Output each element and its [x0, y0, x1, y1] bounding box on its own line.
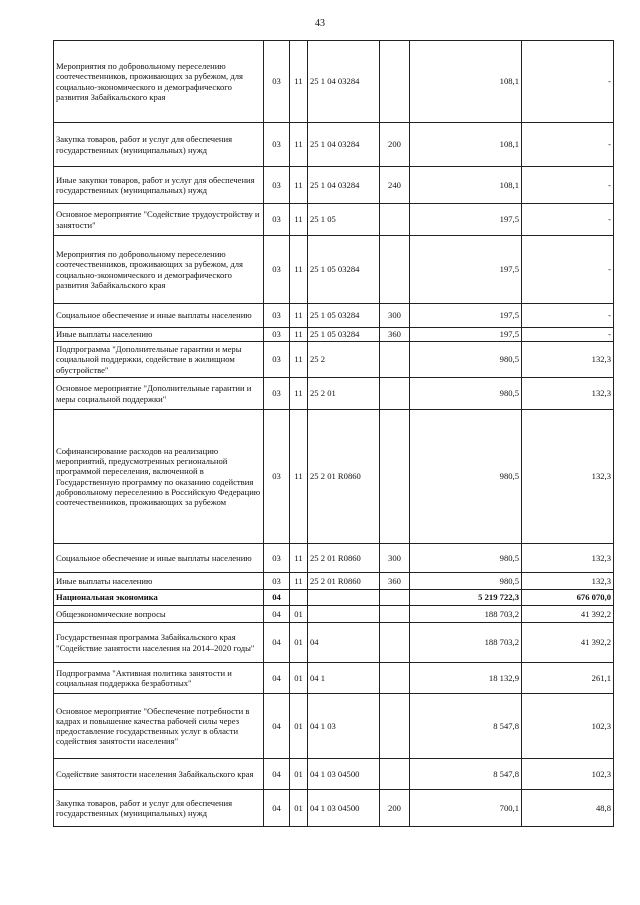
cell-name: Мероприятия по добровольному переселению соотечественников, проживающих за рубежом, для социально-экономического и демографического развития Забайкальского края	[54, 41, 264, 123]
cell-amount: 980,5	[410, 378, 522, 410]
cell-amount: 108,1	[410, 123, 522, 167]
cell-subsection: 11	[290, 167, 308, 204]
cell-amount-secondary: 102,3	[522, 694, 614, 759]
cell-subsection: 11	[290, 573, 308, 590]
cell-amount: 980,5	[410, 573, 522, 590]
cell-subsection: 11	[290, 544, 308, 573]
cell-amount: 108,1	[410, 41, 522, 123]
cell-amount-secondary: 132,3	[522, 342, 614, 378]
cell-section: 03	[264, 544, 290, 573]
cell-name: Иные выплаты населению	[54, 573, 264, 590]
cell-target-article: 25 1 04 03284	[308, 41, 380, 123]
cell-amount-secondary: 132,3	[522, 544, 614, 573]
table-row	[54, 328, 614, 342]
cell-amount: 197,5	[410, 328, 522, 342]
table-row	[54, 236, 614, 304]
table-row	[54, 167, 614, 204]
cell-amount: 5 219 722,3	[410, 590, 522, 606]
cell-name: Основное мероприятие "Обеспечение потребности в кадрах и повышение качества рабочей силы через предоставление государственных услуг в области содействия занятости населения"	[54, 694, 264, 759]
cell-section: 03	[264, 204, 290, 236]
cell-subsection	[290, 590, 308, 606]
cell-name: Основное мероприятие "Содействие трудоустройству и занятости"	[54, 204, 264, 236]
cell-section: 04	[264, 790, 290, 827]
cell-amount: 108,1	[410, 167, 522, 204]
cell-amount-secondary: -	[522, 204, 614, 236]
cell-section: 03	[264, 41, 290, 123]
cell-target-article: 25 2 01 R0860	[308, 544, 380, 573]
cell-target-article	[308, 606, 380, 623]
cell-expense-type	[380, 410, 410, 544]
budget-table	[53, 40, 614, 827]
cell-amount-secondary: 132,3	[522, 573, 614, 590]
cell-target-article: 25 1 05 03284	[308, 236, 380, 304]
cell-name: Иные закупки товаров, работ и услуг для обеспечения государственных (муниципальных) нужд	[54, 167, 264, 204]
cell-amount: 197,5	[410, 204, 522, 236]
cell-subsection: 01	[290, 790, 308, 827]
cell-amount-secondary: -	[522, 304, 614, 328]
cell-expense-type: 360	[380, 328, 410, 342]
cell-subsection: 11	[290, 410, 308, 544]
cell-section: 03	[264, 304, 290, 328]
cell-amount: 980,5	[410, 342, 522, 378]
cell-section: 04	[264, 590, 290, 606]
cell-amount-secondary: 41 392,2	[522, 623, 614, 663]
cell-section: 04	[264, 694, 290, 759]
page-number: 43	[315, 18, 325, 29]
cell-name: Иные выплаты населению	[54, 328, 264, 342]
cell-amount: 980,5	[410, 410, 522, 544]
cell-target-article	[308, 590, 380, 606]
cell-section: 04	[264, 759, 290, 790]
table-row	[54, 342, 614, 378]
cell-expense-type: 200	[380, 123, 410, 167]
cell-expense-type: 300	[380, 544, 410, 573]
cell-subsection: 11	[290, 236, 308, 304]
cell-section: 03	[264, 328, 290, 342]
cell-amount: 8 547,8	[410, 694, 522, 759]
cell-name: Национальная экономика	[54, 590, 264, 606]
cell-expense-type: 240	[380, 167, 410, 204]
cell-name: Социальное обеспечение и иные выплаты населению	[54, 544, 264, 573]
cell-target-article: 25 1 04 03284	[308, 167, 380, 204]
cell-expense-type: 300	[380, 304, 410, 328]
cell-section: 03	[264, 378, 290, 410]
table-row	[54, 623, 614, 663]
table-row	[54, 378, 614, 410]
cell-target-article: 04 1 03 04500	[308, 790, 380, 827]
cell-section: 04	[264, 663, 290, 694]
cell-subsection: 01	[290, 759, 308, 790]
cell-amount-secondary: 41 392,2	[522, 606, 614, 623]
cell-amount-secondary: 676 070,0	[522, 590, 614, 606]
cell-amount: 700,1	[410, 790, 522, 827]
cell-target-article: 25 1 05 03284	[308, 328, 380, 342]
cell-target-article: 25 2 01 R0860	[308, 573, 380, 590]
table-row	[54, 544, 614, 573]
table-row	[54, 204, 614, 236]
cell-expense-type	[380, 663, 410, 694]
cell-expense-type	[380, 694, 410, 759]
table-row	[54, 41, 614, 123]
cell-section: 04	[264, 606, 290, 623]
cell-subsection: 01	[290, 606, 308, 623]
table-row	[54, 123, 614, 167]
cell-expense-type	[380, 378, 410, 410]
cell-target-article: 04 1	[308, 663, 380, 694]
cell-amount: 197,5	[410, 236, 522, 304]
cell-target-article: 25 2	[308, 342, 380, 378]
cell-name: Мероприятия по добровольному переселению соотечественников, проживающих за рубежом, для социально-экономического и демографического развития Забайкальского края	[54, 236, 264, 304]
cell-expense-type	[380, 41, 410, 123]
table-row	[54, 694, 614, 759]
table-row	[54, 590, 614, 606]
cell-amount: 8 547,8	[410, 759, 522, 790]
cell-subsection: 11	[290, 342, 308, 378]
cell-amount-secondary: 132,3	[522, 410, 614, 544]
cell-name: Общеэкономические вопросы	[54, 606, 264, 623]
cell-name: Государственная программа Забайкальского края "Содействие занятости населения на 2014–2020 годы"	[54, 623, 264, 663]
table-row	[54, 759, 614, 790]
cell-target-article: 25 2 01	[308, 378, 380, 410]
cell-amount-secondary: -	[522, 123, 614, 167]
cell-subsection: 01	[290, 694, 308, 759]
cell-section: 04	[264, 623, 290, 663]
cell-expense-type: 200	[380, 790, 410, 827]
cell-name: Подпрограмма "Дополнительные гарантии и меры социальной поддержки, содействие в жилищном обустройстве"	[54, 342, 264, 378]
cell-amount: 980,5	[410, 544, 522, 573]
cell-subsection: 01	[290, 663, 308, 694]
cell-expense-type	[380, 759, 410, 790]
cell-name: Основное мероприятие "Дополнительные гарантии и меры социальной поддержки"	[54, 378, 264, 410]
cell-name: Закупка товаров, работ и услуг для обеспечения государственных (муниципальных) нужд	[54, 123, 264, 167]
table-row	[54, 410, 614, 544]
cell-subsection: 11	[290, 123, 308, 167]
cell-expense-type	[380, 236, 410, 304]
budget-table-body	[54, 41, 614, 827]
cell-subsection: 11	[290, 41, 308, 123]
cell-amount-secondary: 102,3	[522, 759, 614, 790]
cell-target-article: 04 1 03	[308, 694, 380, 759]
cell-section: 03	[264, 167, 290, 204]
cell-amount-secondary: 132,3	[522, 378, 614, 410]
cell-amount-secondary: 261,1	[522, 663, 614, 694]
cell-expense-type	[380, 606, 410, 623]
cell-subsection: 11	[290, 204, 308, 236]
table-row	[54, 606, 614, 623]
cell-amount-secondary: -	[522, 328, 614, 342]
cell-target-article: 25 1 05 03284	[308, 304, 380, 328]
table-row	[54, 304, 614, 328]
cell-subsection: 11	[290, 304, 308, 328]
cell-section: 03	[264, 410, 290, 544]
cell-expense-type	[380, 590, 410, 606]
cell-name: Подпрограмма "Активная политика занятости и социальная поддержка безработных"	[54, 663, 264, 694]
cell-name: Содействие занятости населения Забайкальского края	[54, 759, 264, 790]
cell-amount: 18 132,9	[410, 663, 522, 694]
cell-target-article: 04	[308, 623, 380, 663]
cell-name: Закупка товаров, работ и услуг для обеспечения государственных (муниципальных) нужд	[54, 790, 264, 827]
cell-target-article: 04 1 03 04500	[308, 759, 380, 790]
cell-name: Социальное обеспечение и иные выплаты населению	[54, 304, 264, 328]
table-row	[54, 790, 614, 827]
cell-amount: 197,5	[410, 304, 522, 328]
cell-subsection: 11	[290, 378, 308, 410]
table-row	[54, 573, 614, 590]
cell-name: Софинансирование расходов на реализацию мероприятий, предусмотренных региональной программой переселения, включенной в Государственную программу по оказанию содействия добровольному переселению в Российскую Федерацию соотечественников, проживающих за рубежом	[54, 410, 264, 544]
cell-subsection: 01	[290, 623, 308, 663]
cell-expense-type	[380, 623, 410, 663]
cell-section: 03	[264, 342, 290, 378]
cell-amount-secondary: 48,8	[522, 790, 614, 827]
cell-section: 03	[264, 236, 290, 304]
cell-section: 03	[264, 123, 290, 167]
cell-expense-type	[380, 204, 410, 236]
cell-target-article: 25 2 01 R0860	[308, 410, 380, 544]
table-row	[54, 663, 614, 694]
cell-target-article: 25 1 05	[308, 204, 380, 236]
cell-amount-secondary: -	[522, 167, 614, 204]
cell-amount-secondary: -	[522, 41, 614, 123]
cell-subsection: 11	[290, 328, 308, 342]
cell-expense-type	[380, 342, 410, 378]
cell-target-article: 25 1 04 03284	[308, 123, 380, 167]
cell-amount-secondary: -	[522, 236, 614, 304]
cell-amount: 188 703,2	[410, 623, 522, 663]
cell-expense-type: 360	[380, 573, 410, 590]
cell-section: 03	[264, 573, 290, 590]
cell-amount: 188 703,2	[410, 606, 522, 623]
